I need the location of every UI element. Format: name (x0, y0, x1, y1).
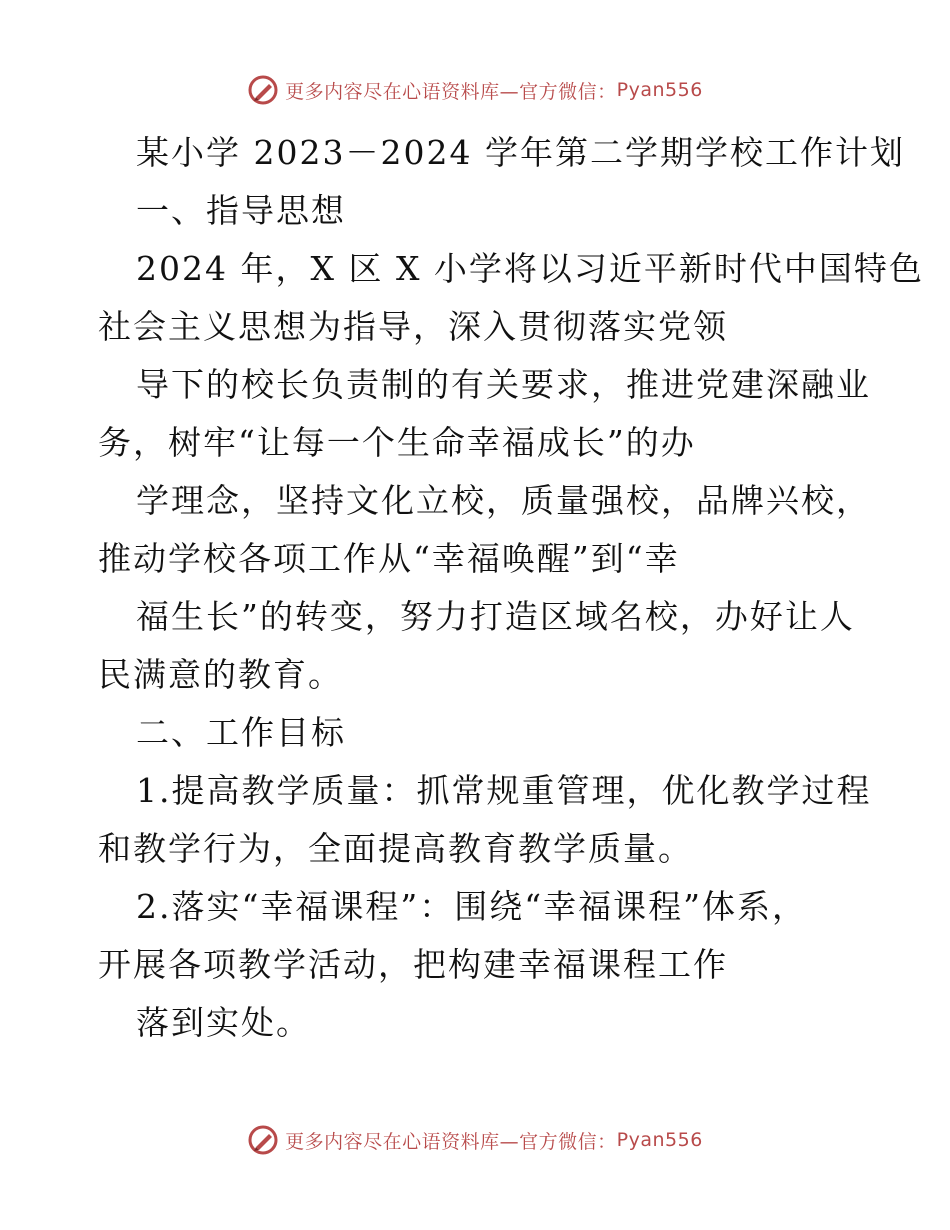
document-title: 某小学 2023－2024 学年第二学期学校工作计划 (136, 133, 905, 172)
text-line: 推动学校各项工作从“幸福唤醒”到“幸 (98, 539, 680, 578)
text-line: 导下的校长负责制的有关要求，推进党建深融业 (136, 365, 871, 404)
banner-wechat-id: Pyan556 (616, 1129, 703, 1151)
section-heading: 一、指导思想 (136, 191, 346, 230)
text-line: 社会主义思想为指导，深入贯彻落实党领 (98, 307, 728, 346)
text-line: 务，树牢“让每一个生命幸福成长”的办 (98, 423, 696, 462)
text-line: 2.落实“幸福课程”：围绕“幸福课程”体系， (136, 887, 807, 926)
text-line: 福生长”的转变，努力打造区域名校，办好让人 (136, 597, 855, 636)
text-line: 学理念，坚持文化立校，质量强校，品牌兴校， (136, 481, 871, 520)
banner-wechat-id: Pyan556 (616, 79, 703, 101)
pen-logo-icon (247, 1124, 279, 1156)
document-body (98, 124, 924, 1052)
text-line: 1.提高教学质量：抓常规重管理，优化教学过程 (136, 771, 872, 810)
section-heading: 二、工作目标 (136, 713, 346, 752)
banner-text: 更多内容尽在心语资料库—官方微信： (285, 80, 617, 103)
header-watermark-banner (0, 70, 950, 110)
text-line: 落到实处。 (136, 1003, 311, 1042)
text-line: 2024 年，X 区 X 小学将以习近平新时代中国特色 (136, 249, 924, 288)
footer-watermark-banner (0, 1120, 950, 1160)
text-line: 和教学行为，全面提高教育教学质量。 (98, 829, 693, 868)
text-line: 开展各项教学活动，把构建幸福课程工作 (98, 945, 728, 984)
banner-text: 更多内容尽在心语资料库—官方微信： (285, 1130, 617, 1153)
pen-logo-icon (247, 74, 279, 106)
text-line: 民满意的教育。 (98, 655, 343, 694)
